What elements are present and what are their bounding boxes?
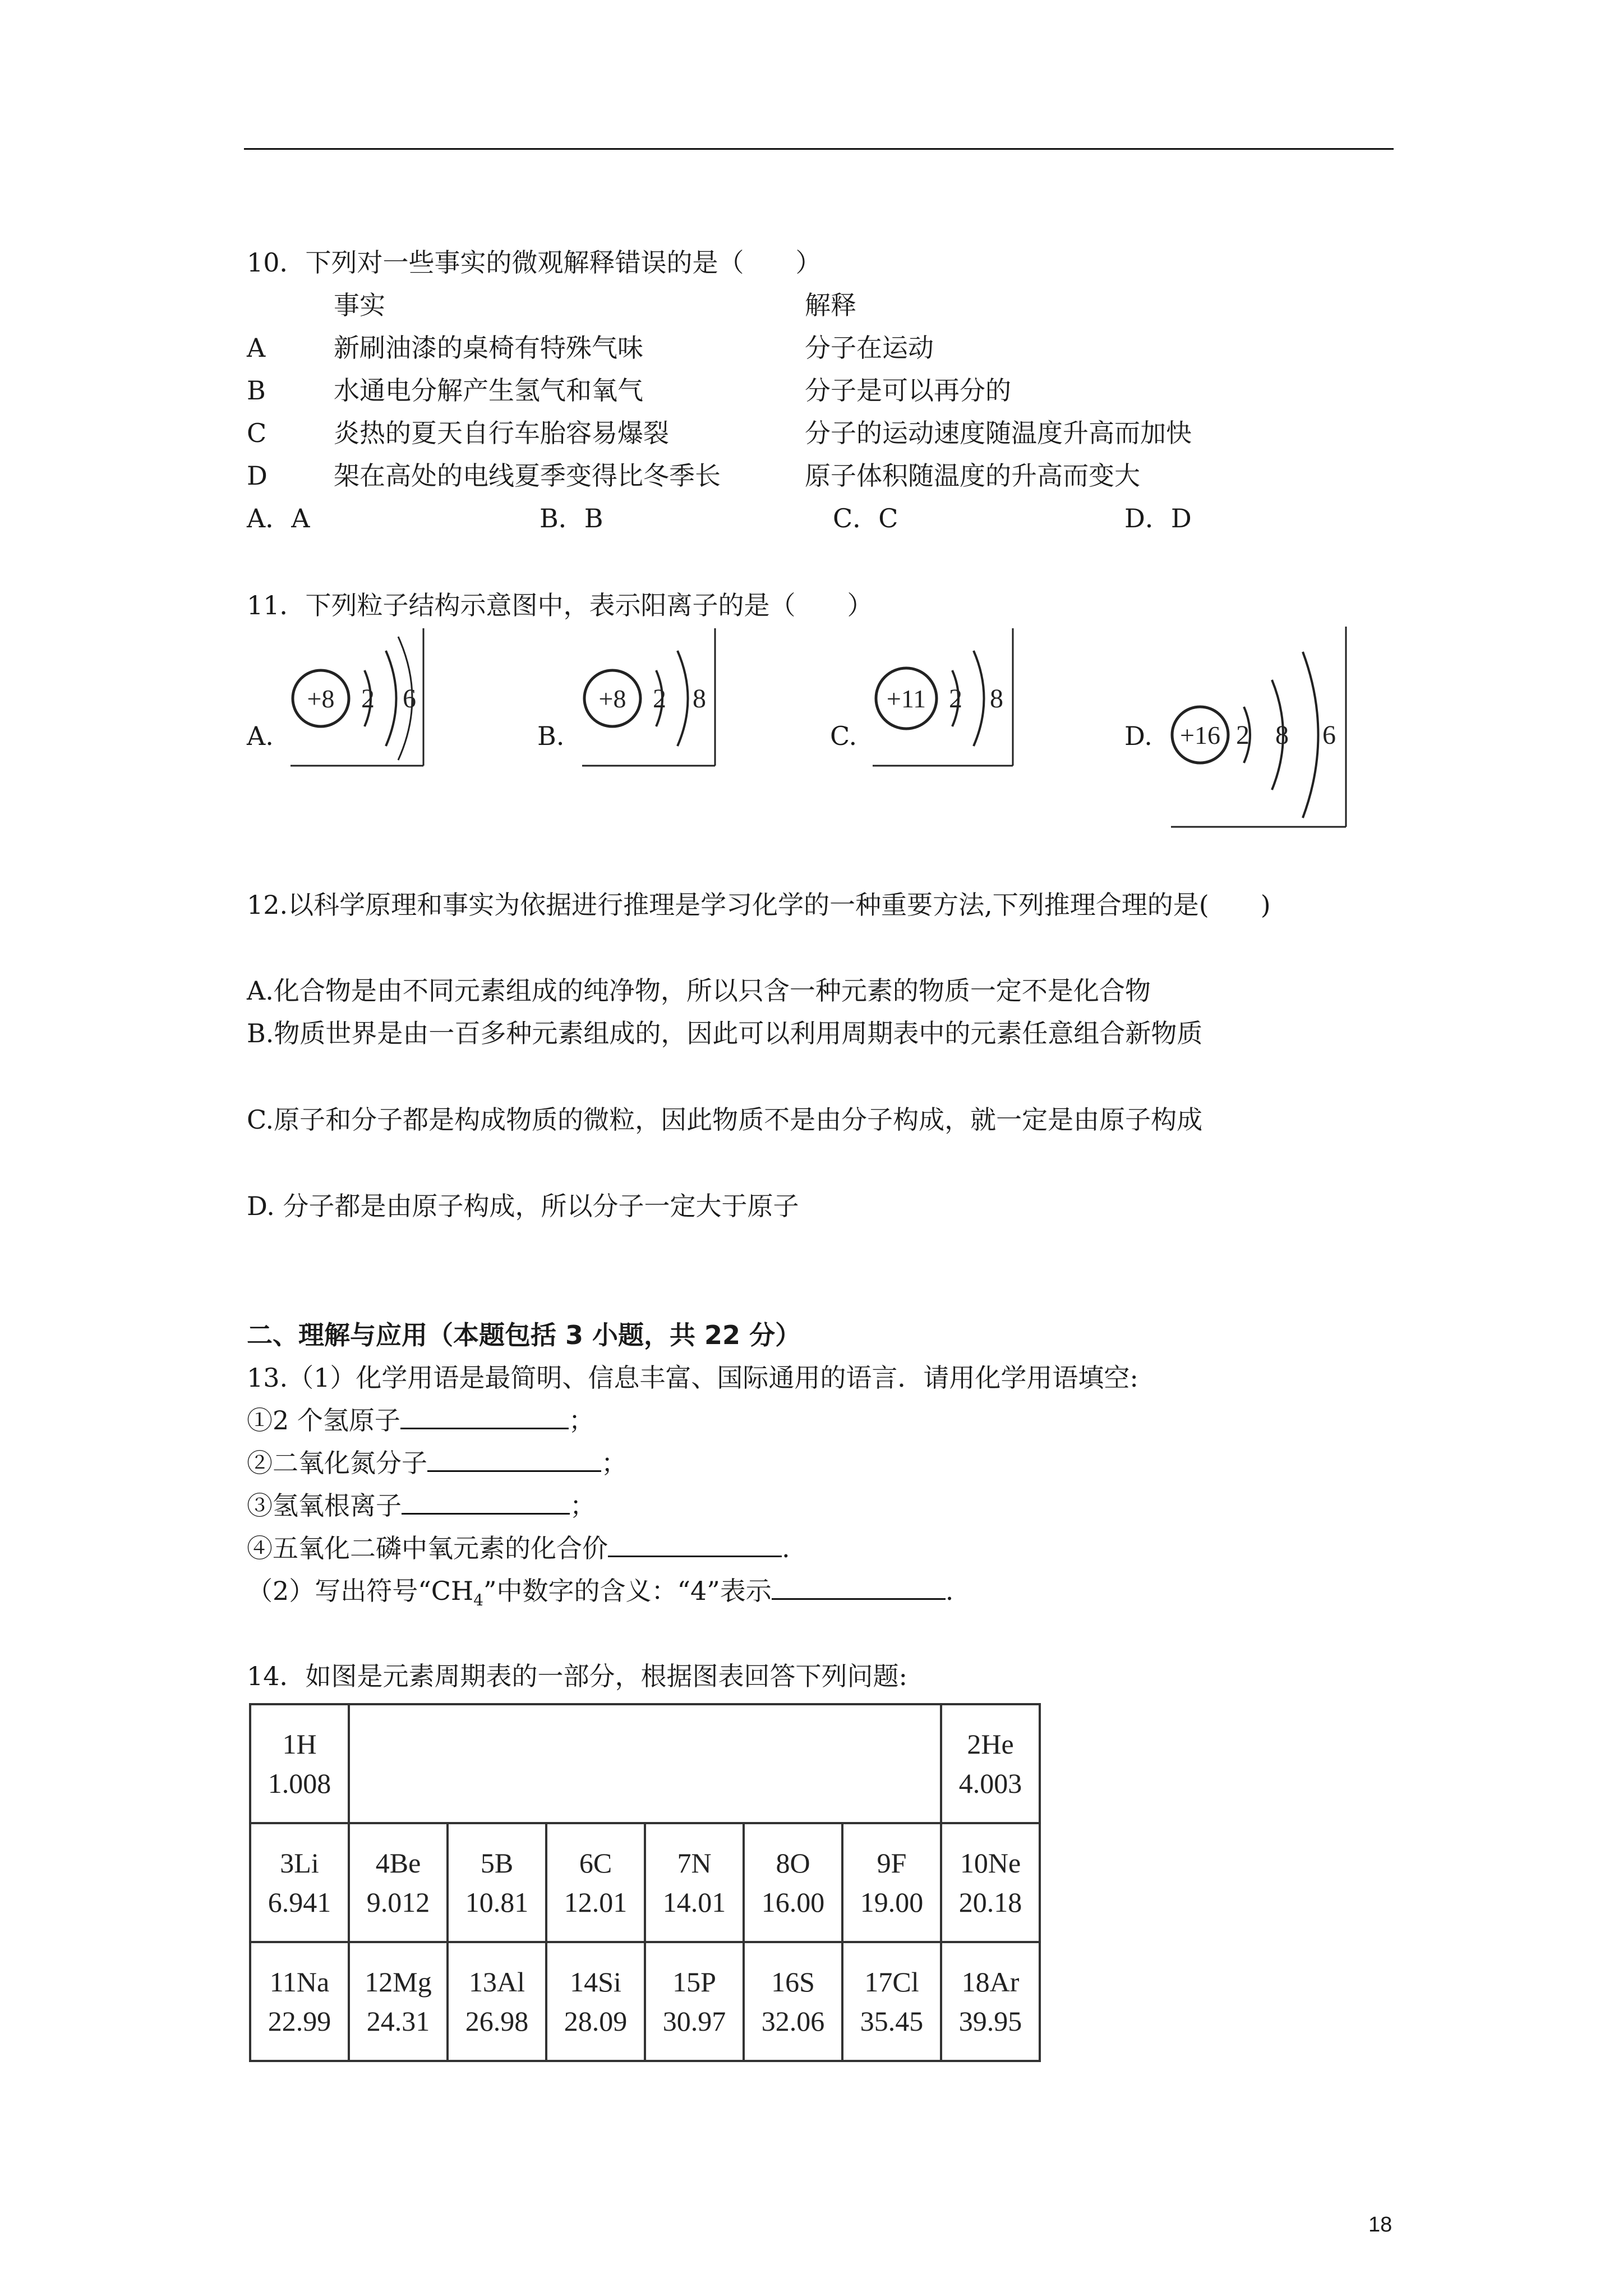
- atom-diagram-a: [286, 625, 432, 771]
- atom-diagram-b: [578, 625, 723, 771]
- q10-row-c-letter: C: [247, 418, 267, 448]
- shell-count: 8: [990, 684, 1003, 714]
- element-mass: 10.81: [465, 1887, 529, 1918]
- answer-blank[interactable]: [772, 1576, 946, 1600]
- q13-item-2-end: ；: [601, 1448, 627, 1478]
- nucleus-charge: +8: [598, 684, 626, 713]
- element-cell-h: [250, 1704, 349, 1823]
- q13-item-1-text: ①2 个氢原子: [247, 1405, 400, 1435]
- q12-stem: 12.以科学原理和事实为依据进行推理是学习化学的一种重要方法,下列推理合理的是( ): [247, 890, 1271, 920]
- q10-row-d-expl: 原子体积随温度的升高而变大: [805, 461, 1140, 491]
- element-cell: [349, 1942, 448, 2061]
- q13-item-4-text: ④五氧化二磷中氧元素的化合价: [247, 1533, 608, 1563]
- shell-count: 6: [403, 684, 416, 714]
- q10-option-b: B．B: [540, 503, 603, 533]
- q10-row-d-letter: D: [247, 461, 268, 491]
- q13-item-4: [247, 1533, 790, 1564]
- element-symbol: 11Na: [269, 1966, 330, 1998]
- q11-stem: 11．下列粒子结构示意图中，表示阳离子的是（ ）: [247, 590, 873, 620]
- element-symbol: 6C: [579, 1847, 612, 1879]
- nucleus-charge: +8: [307, 684, 335, 713]
- nucleus-charge: +16: [1180, 721, 1220, 749]
- periodic-row-3: [250, 1942, 1040, 2061]
- element-symbol: 1H: [282, 1728, 317, 1760]
- answer-blank[interactable]: [402, 1490, 570, 1515]
- q10-option-a: A．A: [247, 503, 310, 533]
- q11-option-d-label: D.: [1124, 721, 1152, 751]
- shell-count: 2: [949, 684, 962, 714]
- q12-option-d: D. 分子都是由原子构成，所以分子一定大于原子: [247, 1191, 799, 1221]
- q12-option-b: B.物质世界是由一百多种元素组成的，因此可以利用周期表中的元素任意组合新物质: [247, 1018, 1203, 1048]
- q13-part2-pre: （2）写出符号“CH: [247, 1576, 474, 1606]
- element-cell: [448, 1823, 546, 1942]
- shell-count: 2: [1236, 720, 1249, 750]
- q13-item-3-end: ；: [570, 1490, 596, 1521]
- element-mass: 20.18: [958, 1887, 1022, 1918]
- element-mass: 9.012: [366, 1887, 430, 1918]
- q10-row-a-fact: 新刷油漆的桌椅有特殊气味: [334, 333, 643, 363]
- q10-row-b-expl: 分子是可以再分的: [805, 375, 1011, 406]
- q13-item-3-text: ③氢氧根离子: [247, 1490, 402, 1521]
- element-symbol: 15P: [672, 1966, 716, 1998]
- element-symbol: 5B: [480, 1847, 514, 1879]
- q10-col-fact: 事实: [334, 290, 385, 320]
- q10-option-d: D．D: [1124, 503, 1192, 533]
- q10-row-a-expl: 分子在运动: [805, 333, 934, 363]
- q10-option-c: C．C: [833, 503, 898, 533]
- element-mass: 4.003: [958, 1768, 1022, 1799]
- element-cell: [546, 1823, 645, 1942]
- element-cell: [842, 1942, 941, 2061]
- element-cell: [941, 1823, 1040, 1942]
- header-rule: [244, 148, 1394, 150]
- periodic-row-2: [250, 1823, 1040, 1942]
- element-mass: 30.97: [662, 2005, 726, 2037]
- element-mass: 39.95: [958, 2005, 1022, 2037]
- element-mass: 26.98: [465, 2005, 529, 2037]
- q13-item-1-end: ；: [568, 1405, 594, 1435]
- answer-blank[interactable]: [400, 1405, 569, 1429]
- q13-intro: 13.（1）化学用语是最简明、信息丰富、国际通用的语言．请用化学用语填空:: [247, 1363, 1138, 1393]
- element-cell: [448, 1942, 546, 2061]
- q10-row-c-fact: 炎热的夏天自行车胎容易爆裂: [334, 418, 669, 448]
- answer-blank[interactable]: [427, 1448, 601, 1472]
- shell-count: 8: [1275, 720, 1289, 750]
- page-number: 18: [1368, 2213, 1393, 2237]
- q10-row-a-letter: A: [247, 333, 266, 363]
- q11-option-c-label: C.: [830, 721, 857, 751]
- q10-row-b-fact: 水通电分解产生氢气和氧气: [334, 375, 643, 406]
- element-mass: 28.09: [564, 2005, 628, 2037]
- element-cell: [744, 1823, 842, 1942]
- element-cell: [645, 1823, 744, 1942]
- periodic-row-1: [250, 1704, 1040, 1823]
- q10-row-b-letter: B: [247, 375, 266, 406]
- atom-diagram-d: [1165, 624, 1356, 831]
- element-cell: [349, 1823, 448, 1942]
- element-mass: 12.01: [564, 1887, 628, 1918]
- element-mass: 22.99: [268, 2005, 331, 2037]
- element-mass: 32.06: [761, 2005, 825, 2037]
- periodic-table: [249, 1703, 1041, 2062]
- q10-stem: 10．下列对一些事实的微观解释错误的是（ ）: [247, 247, 822, 278]
- element-mass: 16.00: [761, 1887, 825, 1918]
- element-cell: [842, 1823, 941, 1942]
- element-cell: [250, 1823, 349, 1942]
- element-mass: 14.01: [662, 1887, 726, 1918]
- shell-count: 8: [693, 684, 706, 714]
- q10-col-expl: 解释: [805, 290, 856, 320]
- q11-option-b-label: B.: [537, 721, 565, 751]
- element-symbol: 14Si: [570, 1966, 621, 1998]
- q14-stem: 14．如图是元素周期表的一部分，根据图表回答下列问题:: [247, 1661, 908, 1691]
- element-mass: 24.31: [366, 2005, 430, 2037]
- element-symbol: 18Ar: [961, 1966, 1020, 1998]
- element-cell-he: [941, 1704, 1040, 1823]
- element-symbol: 16S: [771, 1966, 815, 1998]
- answer-blank[interactable]: [608, 1533, 782, 1557]
- shell-count: 2: [361, 684, 375, 714]
- element-symbol: 8O: [776, 1847, 810, 1879]
- element-symbol: 4Be: [375, 1847, 421, 1879]
- element-symbol: 3Li: [280, 1847, 319, 1879]
- nucleus-charge: +11: [886, 684, 926, 713]
- q10-row-c-expl: 分子的运动速度随温度升高而加快: [805, 418, 1192, 448]
- element-symbol: 17Cl: [864, 1966, 919, 1998]
- q12-option-a: A.化合物是由不同元素组成的纯净物，所以只含一种元素的物质一定不是化合物: [247, 976, 1151, 1006]
- element-cell: [744, 1942, 842, 2061]
- q13-part2-end: .: [945, 1576, 954, 1606]
- shell-count: 6: [1322, 720, 1336, 750]
- q13-item-1: [247, 1405, 594, 1436]
- element-symbol: 9F: [877, 1847, 907, 1879]
- q13-item-2-text: ②二氧化氮分子: [247, 1448, 427, 1478]
- element-cell: [546, 1942, 645, 2061]
- element-cell: [250, 1942, 349, 2061]
- element-mass: 35.45: [860, 2005, 924, 2037]
- element-symbol: 12Mg: [365, 1966, 432, 1998]
- q13-item-3: [247, 1490, 596, 1521]
- atom-diagram-c: [868, 625, 1020, 771]
- q10-row-d-fact: 架在高处的电线夏季变得比冬季长: [334, 461, 721, 491]
- empty-cell: [349, 1704, 941, 1823]
- q13-part2-subscript: 4: [473, 1591, 483, 1610]
- element-mass: 6.941: [268, 1887, 331, 1918]
- q11-option-a-label: A.: [247, 721, 274, 751]
- q13-item-4-end: .: [782, 1533, 790, 1563]
- q13-item-2: [247, 1447, 627, 1479]
- element-symbol: 2He: [967, 1728, 1014, 1760]
- element-mass: 1.008: [268, 1768, 331, 1799]
- q13-part2-post: ”中数字的含义：“4”表示: [483, 1576, 772, 1606]
- q13-part2: [247, 1575, 953, 1616]
- element-cell: [941, 1942, 1040, 2061]
- q12-option-c: C.原子和分子都是构成物质的微粒，因此物质不是由分子构成，就一定是由原子构成: [247, 1105, 1203, 1135]
- section-heading: 二、理解与应用（本题包括 3 小题，共 22 分）: [247, 1320, 801, 1350]
- element-symbol: 10Ne: [960, 1847, 1021, 1879]
- element-cell: [645, 1942, 744, 2061]
- element-symbol: 7N: [677, 1847, 712, 1879]
- shell-count: 2: [653, 684, 666, 714]
- element-symbol: 13Al: [469, 1966, 525, 1998]
- element-mass: 19.00: [860, 1887, 924, 1918]
